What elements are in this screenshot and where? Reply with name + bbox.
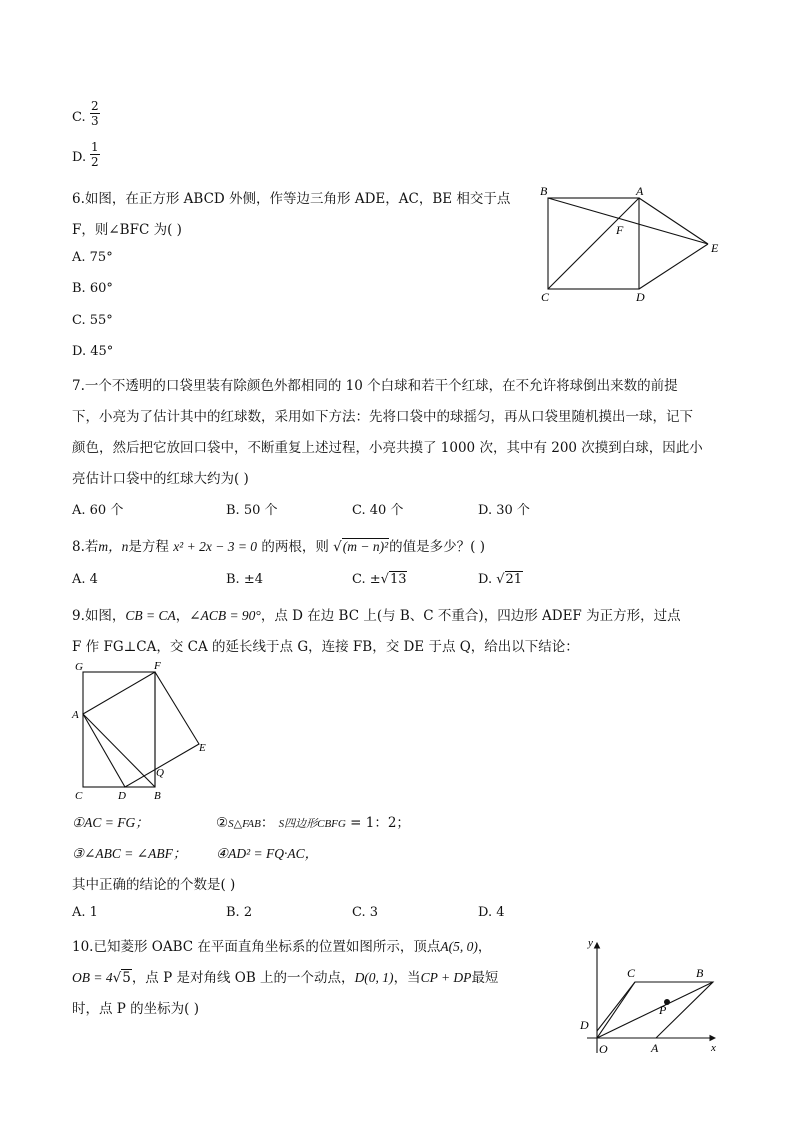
q10-label-c: C: [627, 966, 636, 980]
q10-coordinate-figure: [575, 935, 725, 1060]
q9-conclusion-1: ①AC = FG；: [72, 815, 149, 830]
q10-label-p: P: [659, 1003, 667, 1017]
q8-equation: x² + 2x − 3 = 0: [173, 539, 258, 554]
q8-sqrt: √(m − n)²: [333, 539, 389, 555]
q7-option-b: B. 50 个: [226, 503, 278, 518]
q6-square-figure: [530, 180, 730, 305]
q5-option-c: C.: [72, 110, 86, 125]
q6-label-c: C: [541, 290, 550, 304]
q10-stem-line1: 10.已知菱形 OABC 在平面直角坐标系的位置如图所示，顶点A(5, 0)，: [72, 939, 492, 955]
q6-option-a: A. 75°: [72, 250, 113, 265]
q8-option-b: B. ±4: [226, 572, 263, 587]
q10-stem-line2: OB = 4√5，点 P 是对角线 OB 上的一个动点，D(0, 1)，当CP + DP最短: [72, 970, 499, 986]
q7-stem-line1: 7.一个不透明的口袋里装有除颜色外都相同的 10 个白球和若干个红球，在不允许将球倒出来数的前提: [72, 378, 678, 394]
q6-label-b: B: [540, 184, 548, 198]
q9-option-c: C. 3: [352, 905, 379, 920]
q10-segment-cd: [597, 982, 635, 1031]
q7-option-a: A. 60 个: [72, 503, 124, 518]
q7-option-c: C. 40 个: [352, 503, 404, 518]
q10-label-x: x: [711, 1042, 716, 1054]
q6-label-a: A: [636, 184, 644, 198]
q9-conclusion-2: ②S△FAB： S四边形CBFG = 1：2；: [216, 815, 410, 831]
q7-stem-line4: 亮估计口袋中的红球大约为( ): [72, 471, 249, 487]
q9-label-g: G: [75, 661, 83, 673]
q9-label-c: C: [75, 790, 83, 802]
q8-stem: 8.若m，n是方程 x² + 2x − 3 = 0 的两根，则 √(m − n)²的值是多少？( ): [72, 539, 485, 555]
q9-option-d: D. 4: [478, 905, 505, 920]
q10-diagonal-ob: [597, 982, 713, 1038]
q9-label-d: D: [118, 790, 126, 802]
q5-option-c-fraction: $\frac{2}{3}$: [91, 99, 99, 128]
q10-label-y: y: [588, 937, 593, 949]
q8-option-c: C. ±√13: [352, 572, 407, 587]
q6-segment-be: [548, 198, 708, 244]
q7-option-d: D. 30 个: [478, 503, 530, 518]
q6-stem-line2: F，则∠BFC 为( ): [72, 222, 182, 238]
q9-conclusion-3: ③∠ABC = ∠ABF；: [72, 846, 187, 861]
q9-label-f: F: [154, 660, 161, 672]
q10-stem-line3: 时，点 P 的坐标为( ): [72, 1001, 199, 1017]
q9-question: 其中正确的结论的个数是( ): [72, 877, 236, 893]
q9-rect-cbfg: [83, 672, 155, 787]
q9-option-b: B. 2: [226, 905, 253, 920]
q9-label-q: Q: [156, 767, 164, 779]
q9-label-a: A: [72, 709, 79, 721]
q6-segment-ae: [639, 198, 708, 244]
q8-vars: m，n: [98, 539, 129, 554]
q6-option-d: D. 45°: [72, 344, 114, 359]
q9-figure: [68, 658, 218, 803]
q6-option-c: C. 55°: [72, 313, 113, 328]
q6-label-d: D: [636, 290, 645, 304]
q9-option-a: A. 1: [72, 905, 98, 920]
q5-option-d: D.: [72, 150, 87, 165]
q6-label-e: E: [711, 241, 719, 255]
q6-segment-de: [639, 244, 708, 289]
q9-label-e: E: [199, 742, 206, 754]
q9-stem-line2: F 作 FG⊥CA，交 CA 的延长线于点 G，连接 FB，交 DE 于点 Q，给出以下结论：: [72, 639, 579, 655]
q9-conclusion-4: ④AD² = FQ·AC，: [216, 846, 319, 861]
q8-option-d: D. √21: [478, 572, 523, 587]
q8-option-a: A. 4: [72, 572, 98, 587]
q6-option-b: B. 60°: [72, 281, 113, 296]
q6-label-f: F: [616, 223, 624, 237]
q9-square-adef: [83, 672, 199, 787]
q6-stem-line1: 6.如图，在正方形 ABCD 外侧，作等边三角形 ADE，AC，BE 相交于点: [72, 191, 511, 207]
q10-label-a: A: [651, 1041, 659, 1055]
q9-label-b: B: [154, 790, 161, 802]
q5-option-d-fraction: $\frac{1}{2}$: [91, 140, 99, 169]
q7-stem-line2: 下，小亮为了估计其中的红球数，采用如下方法：先将口袋中的球摇匀，再从口袋里随机摸出一球，记下: [72, 409, 693, 425]
q10-label-d: D: [580, 1018, 589, 1032]
q9-stem-line1: 9.如图，CB = CA，∠ACB = 90°，点 D 在边 BC 上(与 B、C 不重合)，四边形 ADEF 为正方形，过点: [72, 608, 681, 624]
q10-label-b: B: [696, 966, 704, 980]
q10-label-o: O: [599, 1042, 608, 1056]
q7-stem-line3: 颜色，然后把它放回口袋中，不断重复上述过程，小亮共摸了 1000 次，其中有 200 次摸到白球，因此小: [72, 440, 703, 456]
